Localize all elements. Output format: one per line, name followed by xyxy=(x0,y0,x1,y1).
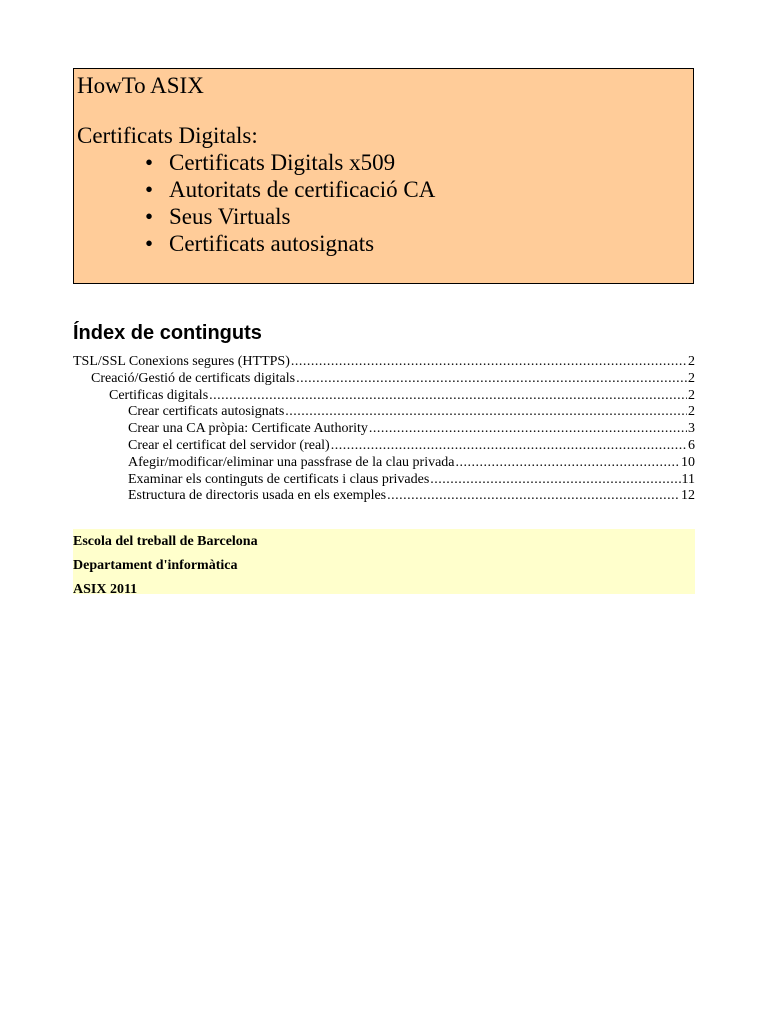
toc-entry-text[interactable]: Certificas digitals xyxy=(109,387,209,403)
table-of-contents xyxy=(73,354,695,505)
toc-leader-dots xyxy=(296,371,687,388)
toc-leader-dots xyxy=(430,472,680,489)
toc-leader-dots xyxy=(331,438,687,455)
topic-label: Certificats Digitals x509 xyxy=(169,150,396,175)
topic-item xyxy=(145,176,693,203)
toc-page-number[interactable]: 2 xyxy=(688,370,695,386)
toc-entry-text[interactable]: TSL/SSL Conexions segures (HTTPS) xyxy=(73,354,290,369)
doc-subtitle: Certificats Digitals: xyxy=(77,123,258,148)
toc-entry[interactable] xyxy=(73,354,695,371)
footer-box xyxy=(73,529,695,597)
title-spacer xyxy=(77,99,693,122)
toc-entry[interactable] xyxy=(73,472,695,489)
bullet-icon: • xyxy=(145,150,154,175)
toc-page-number[interactable]: 6 xyxy=(688,437,695,453)
toc-page-number[interactable]: 2 xyxy=(688,404,695,420)
toc-entry-text[interactable]: Crear certificats autosignats xyxy=(128,404,285,420)
toc-page-number[interactable]: 10 xyxy=(681,454,695,470)
toc-leader-dots xyxy=(285,404,687,421)
topic-item xyxy=(145,230,693,257)
topic-label: Certificats autosignats xyxy=(169,231,375,256)
bullet-icon: • xyxy=(145,204,154,229)
topic-list xyxy=(77,149,693,257)
topic-label: Seus Virtuals xyxy=(169,204,291,229)
toc-entry-text[interactable]: Crear una CA pròpia: Certificate Authority xyxy=(128,421,368,437)
toc-leader-dots xyxy=(209,388,687,405)
toc-entry[interactable] xyxy=(73,488,695,505)
bullet-icon: • xyxy=(145,177,154,202)
toc-page-number[interactable]: 3 xyxy=(688,421,695,437)
toc-entry[interactable] xyxy=(73,421,695,438)
toc-entry-text[interactable]: Crear el certificat del servidor (real) xyxy=(128,437,330,453)
doc-title: HowTo ASIX xyxy=(77,73,204,98)
topic-label: Autoritats de certificació CA xyxy=(169,177,436,202)
department-name: Departament d'informàtica xyxy=(73,558,238,573)
toc-leader-dots xyxy=(291,354,687,371)
toc-page-number[interactable]: 12 xyxy=(681,488,695,504)
title-box xyxy=(73,68,694,284)
toc-entry-text[interactable]: Examinar els continguts de certificats i claus privades xyxy=(128,471,430,487)
toc-entry[interactable] xyxy=(73,438,695,455)
toc-entry-text[interactable]: Afegir/modificar/eliminar una passfrase de la clau privada xyxy=(128,454,455,470)
toc-entry[interactable] xyxy=(73,388,695,405)
course-year: ASIX 2011 xyxy=(73,582,138,597)
toc-page-number[interactable]: 2 xyxy=(688,354,695,369)
toc-entry[interactable] xyxy=(73,371,695,388)
bullet-icon: • xyxy=(145,231,154,256)
toc-entry-text[interactable]: Creació/Gestió de certificats digitals xyxy=(91,370,296,386)
toc-entry-text[interactable]: Estructura de directoris usada en els exemples xyxy=(128,488,387,504)
toc-entry[interactable] xyxy=(73,455,695,472)
toc-heading: Índex de continguts xyxy=(73,322,262,344)
toc-entry[interactable] xyxy=(73,404,695,421)
toc-leader-dots xyxy=(387,488,680,505)
toc-page-number[interactable]: 2 xyxy=(688,387,695,403)
toc-leader-dots xyxy=(456,455,680,472)
school-name: Escola del treball de Barcelona xyxy=(73,534,258,549)
toc-leader-dots xyxy=(369,421,687,438)
topic-item xyxy=(145,203,693,230)
toc-page-number[interactable]: 11 xyxy=(681,471,695,487)
topic-item xyxy=(145,149,693,176)
